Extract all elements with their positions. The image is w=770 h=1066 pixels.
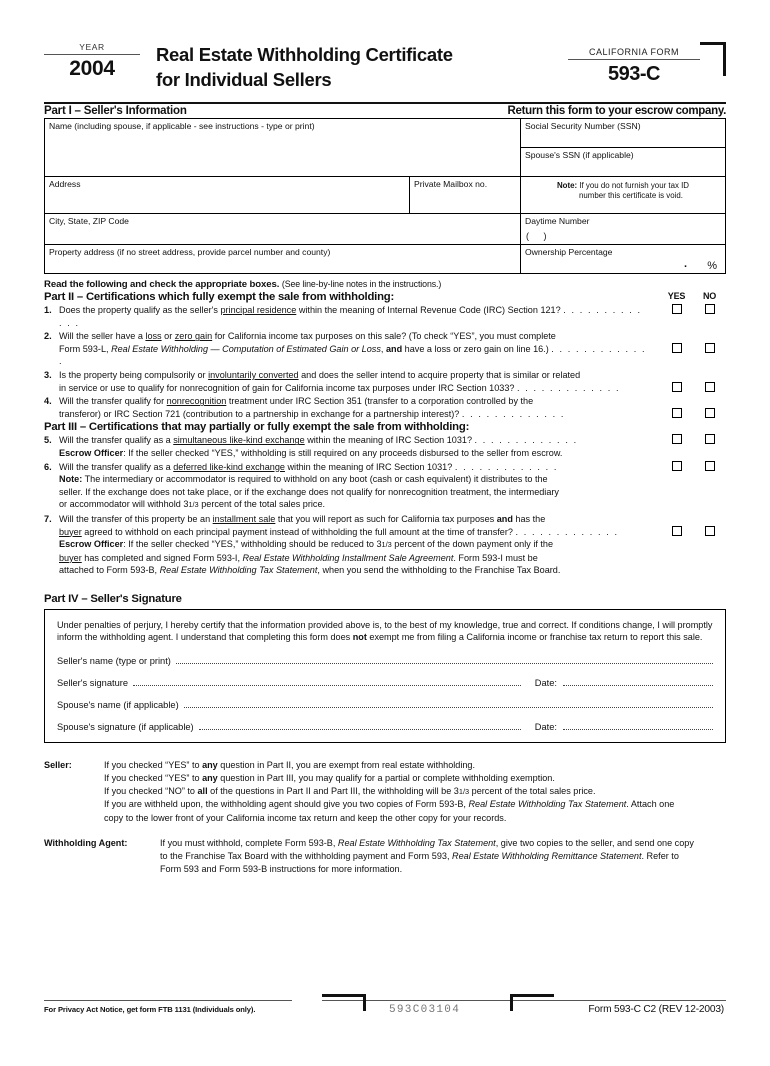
- question-number: 2.: [44, 331, 52, 342]
- form-number: 593-C: [608, 63, 660, 85]
- form-header: [44, 42, 726, 100]
- form-barcode-number: 593C03104: [389, 1004, 461, 1016]
- part2-heading-row: [44, 291, 726, 303]
- question-7: [44, 513, 726, 577]
- checkbox-yes[interactable]: [660, 304, 693, 314]
- question-note-line: seller. If the exchange does not take place, or if the exchange does not qualify for nonrecognition treatment, the intermediary: [59, 486, 559, 497]
- agent-instruction-line: to the Franchise Tax Board with the withholding payment and Form 593, Real Estate Withholding Remittance Statement. Refer to: [160, 850, 679, 861]
- withholding-agent-tag: Withholding Agent:: [44, 837, 128, 848]
- ownership-percentage-field[interactable]: [521, 245, 725, 273]
- property-address-label: Property address (if no street address, provide parcel number and county): [49, 247, 331, 257]
- question-note-line: Note: The intermediary or accommodator is required to withhold on any boot (cash or cash equivalent) it distributes to the: [59, 474, 548, 485]
- answer-checkboxes: [660, 382, 726, 392]
- question-number: 1.: [44, 305, 52, 315]
- checkbox-yes[interactable]: [660, 343, 693, 353]
- question-text-line: buyer agreed to withhold on each principal payment instead of withholding the full amount at the time of transfer? . . . . . . . . . . . . .: [59, 526, 619, 537]
- seller-instructions-row: [44, 759, 726, 825]
- footer-rule: [44, 1000, 726, 1001]
- form-page: [0, 42, 770, 1066]
- signature-row: [57, 655, 713, 666]
- checkbox-yes[interactable]: [660, 461, 693, 471]
- question-text-line: in service or use to qualify for nonrecognition of gain for California income tax purposes under IRC Section 1033? . . . . . . . . . . . . .: [59, 382, 621, 393]
- part2-heading: Part II – Certifications which fully exempt the sale from withholding:: [44, 291, 395, 303]
- part4-heading: Part IV – Seller's Signature: [44, 592, 182, 605]
- read-instruction-bold: Read the following and check the appropriate boxes.: [44, 279, 280, 290]
- question-note-line: Escrow Officer: If the seller checked “YES,” withholding is still required on any proceeds disbursed to the seller from escrow.: [59, 447, 563, 458]
- agent-instruction-line: Form 593 and Form 593-B instructions for more information.: [160, 864, 403, 875]
- question-4: [44, 395, 726, 420]
- private-mailbox-field[interactable]: [410, 177, 520, 213]
- part3-heading: Part III – Certifications that may partially or fully exempt the sale from withholding:: [44, 421, 470, 434]
- footer-rule-left: [44, 1000, 292, 1001]
- checkbox-yes[interactable]: [660, 408, 693, 418]
- form-title-line2: for Individual Sellers: [156, 69, 332, 90]
- signature-row: [57, 699, 713, 710]
- spouse-ssn-field[interactable]: [521, 148, 725, 177]
- agent-instruction-line: If you must withhold, complete Form 593-B, Real Estate Withholding Tax Statement, give two copies to the seller, and send one copy: [160, 837, 694, 848]
- year-label: YEAR: [79, 42, 105, 52]
- signature-row: [57, 677, 713, 688]
- question-text-line: Will the transfer qualify as a simultaneous like-kind exchange within the meaning of IRC Section 1031? . . . . . . . . . . . . .: [59, 435, 578, 446]
- seller-instruction-line: If you checked “YES” to any question in Part II, you are exempt from real estate withholding.: [104, 759, 476, 770]
- address-field[interactable]: [45, 177, 410, 213]
- question-text-line: Will the transfer of this property be an installment sale that you will report as such for California tax purposes and has the: [59, 513, 546, 524]
- date-input-line[interactable]: [563, 677, 713, 686]
- yes-no-header: [660, 291, 726, 301]
- checkbox-no[interactable]: [693, 343, 726, 353]
- daytime-number-label: Daytime Number: [525, 216, 590, 226]
- question-note-line: or accommodator will withhold 31/3 percent of the total sales price.: [59, 499, 326, 510]
- no-header-label: NO: [702, 291, 717, 301]
- part1-right-column: [521, 119, 725, 273]
- seller-instruction-line: If you checked “YES” to any question in Part III, you may qualify for a partial or complete withholding exemption.: [104, 772, 555, 783]
- read-instruction-line: [44, 279, 726, 290]
- corner-bracket-icon: [700, 42, 726, 76]
- question-text-line: Is the property being compulsorily or involuntarily converted and does the seller intend to acquire property that is similar or related: [59, 369, 581, 380]
- california-form-block: [568, 46, 700, 86]
- date-label: Date:: [534, 677, 557, 688]
- california-form-label: CALIFORNIA FORM: [588, 47, 679, 57]
- tax-id-note: [521, 177, 725, 214]
- tax-id-note-line2: number this certificate is void.: [579, 190, 683, 200]
- agent-instruction-lines: [160, 837, 726, 877]
- california-form-rule: [568, 59, 700, 60]
- form-footer: [44, 1000, 726, 1022]
- checkbox-yes[interactable]: [660, 434, 693, 444]
- question-text-line: Will the transfer qualify for nonrecognition treatment under IRC Section 351 (transfer to a corporation controlled by the: [59, 396, 534, 407]
- checkbox-no[interactable]: [693, 408, 726, 418]
- address-label: Address: [49, 179, 81, 189]
- footer-line: [44, 1002, 726, 1022]
- return-note: Return this form to your escrow company.: [507, 105, 726, 117]
- privacy-notice: For Privacy Act Notice, get form FTB 1131 (Individuals only).: [44, 1005, 256, 1014]
- signature-row: [57, 721, 713, 732]
- signature-label: Seller's signature: [57, 677, 129, 688]
- address-row: [45, 177, 520, 214]
- date-label: Date:: [534, 721, 557, 732]
- question-3: [44, 369, 726, 394]
- tax-id-note-line1: [529, 181, 717, 191]
- ssn-field[interactable]: [521, 119, 725, 148]
- checkbox-no[interactable]: [693, 461, 726, 471]
- perjury-statement: Under penalties of perjury, I hereby certify that the information provided above is, to the best of my knowledge, true and correct. If conditions change, I will promptly inform the withholding agent. I understand that completing this form does not exempt me from filing a California income or franchise tax return to report this sale.: [57, 619, 713, 643]
- question-note-line: buyer has completed and signed Form 593-I, Real Estate Withholding Installment Sale Agreement. Form 593-I must be: [59, 552, 538, 563]
- question-note-line: attached to Form 593-B, Real Estate Withholding Tax Statement, when you send the withholding to the Franchise Tax Board.: [59, 565, 561, 576]
- question-number: 7.: [44, 513, 52, 524]
- question-number: 5.: [44, 435, 52, 446]
- checkbox-yes[interactable]: [660, 382, 693, 392]
- property-address-field[interactable]: [45, 245, 520, 273]
- answer-checkboxes: [660, 304, 726, 314]
- signature-label: Seller's name (type or print): [57, 655, 171, 666]
- signature-input-line[interactable]: [184, 699, 713, 708]
- name-field[interactable]: [45, 119, 520, 177]
- part4-box: [44, 609, 726, 743]
- checkbox-no[interactable]: [693, 304, 726, 314]
- yes-header-label: YES: [667, 291, 686, 301]
- registration-bracket-left-icon: [322, 994, 366, 1011]
- daytime-paren: ( ): [526, 231, 553, 241]
- part3-heading-row: [44, 421, 726, 433]
- signature-label: Spouse's name (if applicable): [57, 699, 179, 710]
- city-state-zip-label: City, State, ZIP Code: [49, 216, 129, 226]
- seller-instruction-line: copy to the lower front of your California income tax return and keep the other copy for your records.: [104, 812, 507, 823]
- part1-bar: [44, 104, 726, 118]
- seller-instruction-lines: [104, 759, 726, 825]
- part1-table: [44, 118, 726, 274]
- question-2: [44, 330, 726, 368]
- part1-left-column: [45, 119, 521, 273]
- name-label: Name (including spouse, if applicable - see instructions - type or print): [49, 121, 315, 131]
- year-value: 2004: [69, 57, 115, 80]
- checkbox-no[interactable]: [693, 382, 726, 392]
- form-title: [156, 42, 453, 92]
- question-text-line: Will the seller have a loss or zero gain for California income tax purposes on this sale? (To check “YES”, you must complete: [59, 331, 556, 342]
- answer-checkboxes: [660, 434, 726, 444]
- question-text-line: Does the property qualify as the seller's principal residence within the meaning of Internal Revenue Code (IRC) Section 121? . . . . . . . . . . . . .: [59, 305, 642, 328]
- city-state-zip-field[interactable]: [45, 214, 520, 245]
- note-bold: Note:: [556, 181, 578, 190]
- answer-checkboxes: [660, 526, 726, 536]
- signature-label: Spouse's signature (if applicable): [57, 721, 194, 732]
- checkbox-no[interactable]: [693, 434, 726, 444]
- date-input-line[interactable]: [563, 721, 713, 730]
- question-number: 3.: [44, 369, 52, 380]
- instructions-block: [44, 759, 726, 877]
- seller-instruction-line: If you checked “NO” to all of the questions in Part II and Part III, the withholding will be 31/3 percent of the total sales price.: [104, 786, 596, 797]
- answer-checkboxes: [660, 343, 726, 353]
- seller-tag: Seller:: [44, 759, 72, 770]
- signature-input-line[interactable]: [199, 721, 521, 730]
- daytime-number-field[interactable]: [521, 214, 725, 245]
- checkbox-no[interactable]: [693, 526, 726, 536]
- private-mailbox-label: Private Mailbox no.: [414, 179, 488, 189]
- question-1: [44, 304, 726, 329]
- signature-rows: [57, 655, 713, 732]
- percent-symbol: %: [707, 260, 717, 272]
- ownership-percentage-label: Ownership Percentage: [525, 247, 613, 257]
- question-text-line: Form 593-L, Real Estate Withholding — Computation of Estimated Gain or Loss, and have a loss or zero gain on line 16.) . . . . . . . . . . . . .: [59, 343, 647, 367]
- note-text1: If you do not furnish your tax ID: [579, 181, 690, 190]
- ssn-label: Social Security Number (SSN): [525, 121, 641, 131]
- seller-instruction-line: If you are withheld upon, the withholding agent should give you two copies of Form 593-B, Real Estate Withholding Tax Statement. Attach one: [104, 799, 675, 810]
- question-text-line: Will the transfer qualify as a deferred like-kind exchange within the meaning of IRC Section 1031? . . . . . . . . . . . . .: [59, 461, 558, 472]
- question-text-line: transferor) or IRC Section 721 (contribution to a partnership in exchange for a partnership interest)? . . . . . . . . . . . . .: [59, 408, 566, 419]
- decimal-point: .: [683, 258, 687, 270]
- question-number: 6.: [44, 461, 52, 472]
- form-revision-id: Form 593-C C2 (REV 12-2003): [588, 1004, 724, 1015]
- registration-bracket-right-icon: [510, 994, 554, 1011]
- checkbox-yes[interactable]: [660, 526, 693, 536]
- question-number: 4.: [44, 396, 52, 407]
- question-6: [44, 461, 726, 512]
- year-rule: [44, 54, 140, 55]
- question-note-line: Escrow Officer: If the seller checked “YES,” withholding should be reduced to 31/3 percent of the down payment only if the: [59, 539, 554, 550]
- spouse-ssn-label: Spouse's SSN (if applicable): [525, 150, 634, 160]
- answer-checkboxes: [660, 461, 726, 471]
- read-instruction-normal: (See line-by-line notes in the instructions.): [281, 279, 442, 289]
- part3-questions: [44, 434, 726, 577]
- question-5: [44, 434, 726, 459]
- agent-instructions-row: [44, 837, 726, 877]
- year-block: [44, 42, 140, 81]
- signature-input-line[interactable]: [133, 677, 521, 686]
- form-title-line1: Real Estate Withholding Certificate: [156, 44, 453, 65]
- part2-questions: [44, 304, 726, 420]
- signature-input-line[interactable]: [176, 655, 713, 664]
- answer-checkboxes: [660, 408, 726, 418]
- part1-heading: Part I – Seller's Information: [44, 105, 187, 117]
